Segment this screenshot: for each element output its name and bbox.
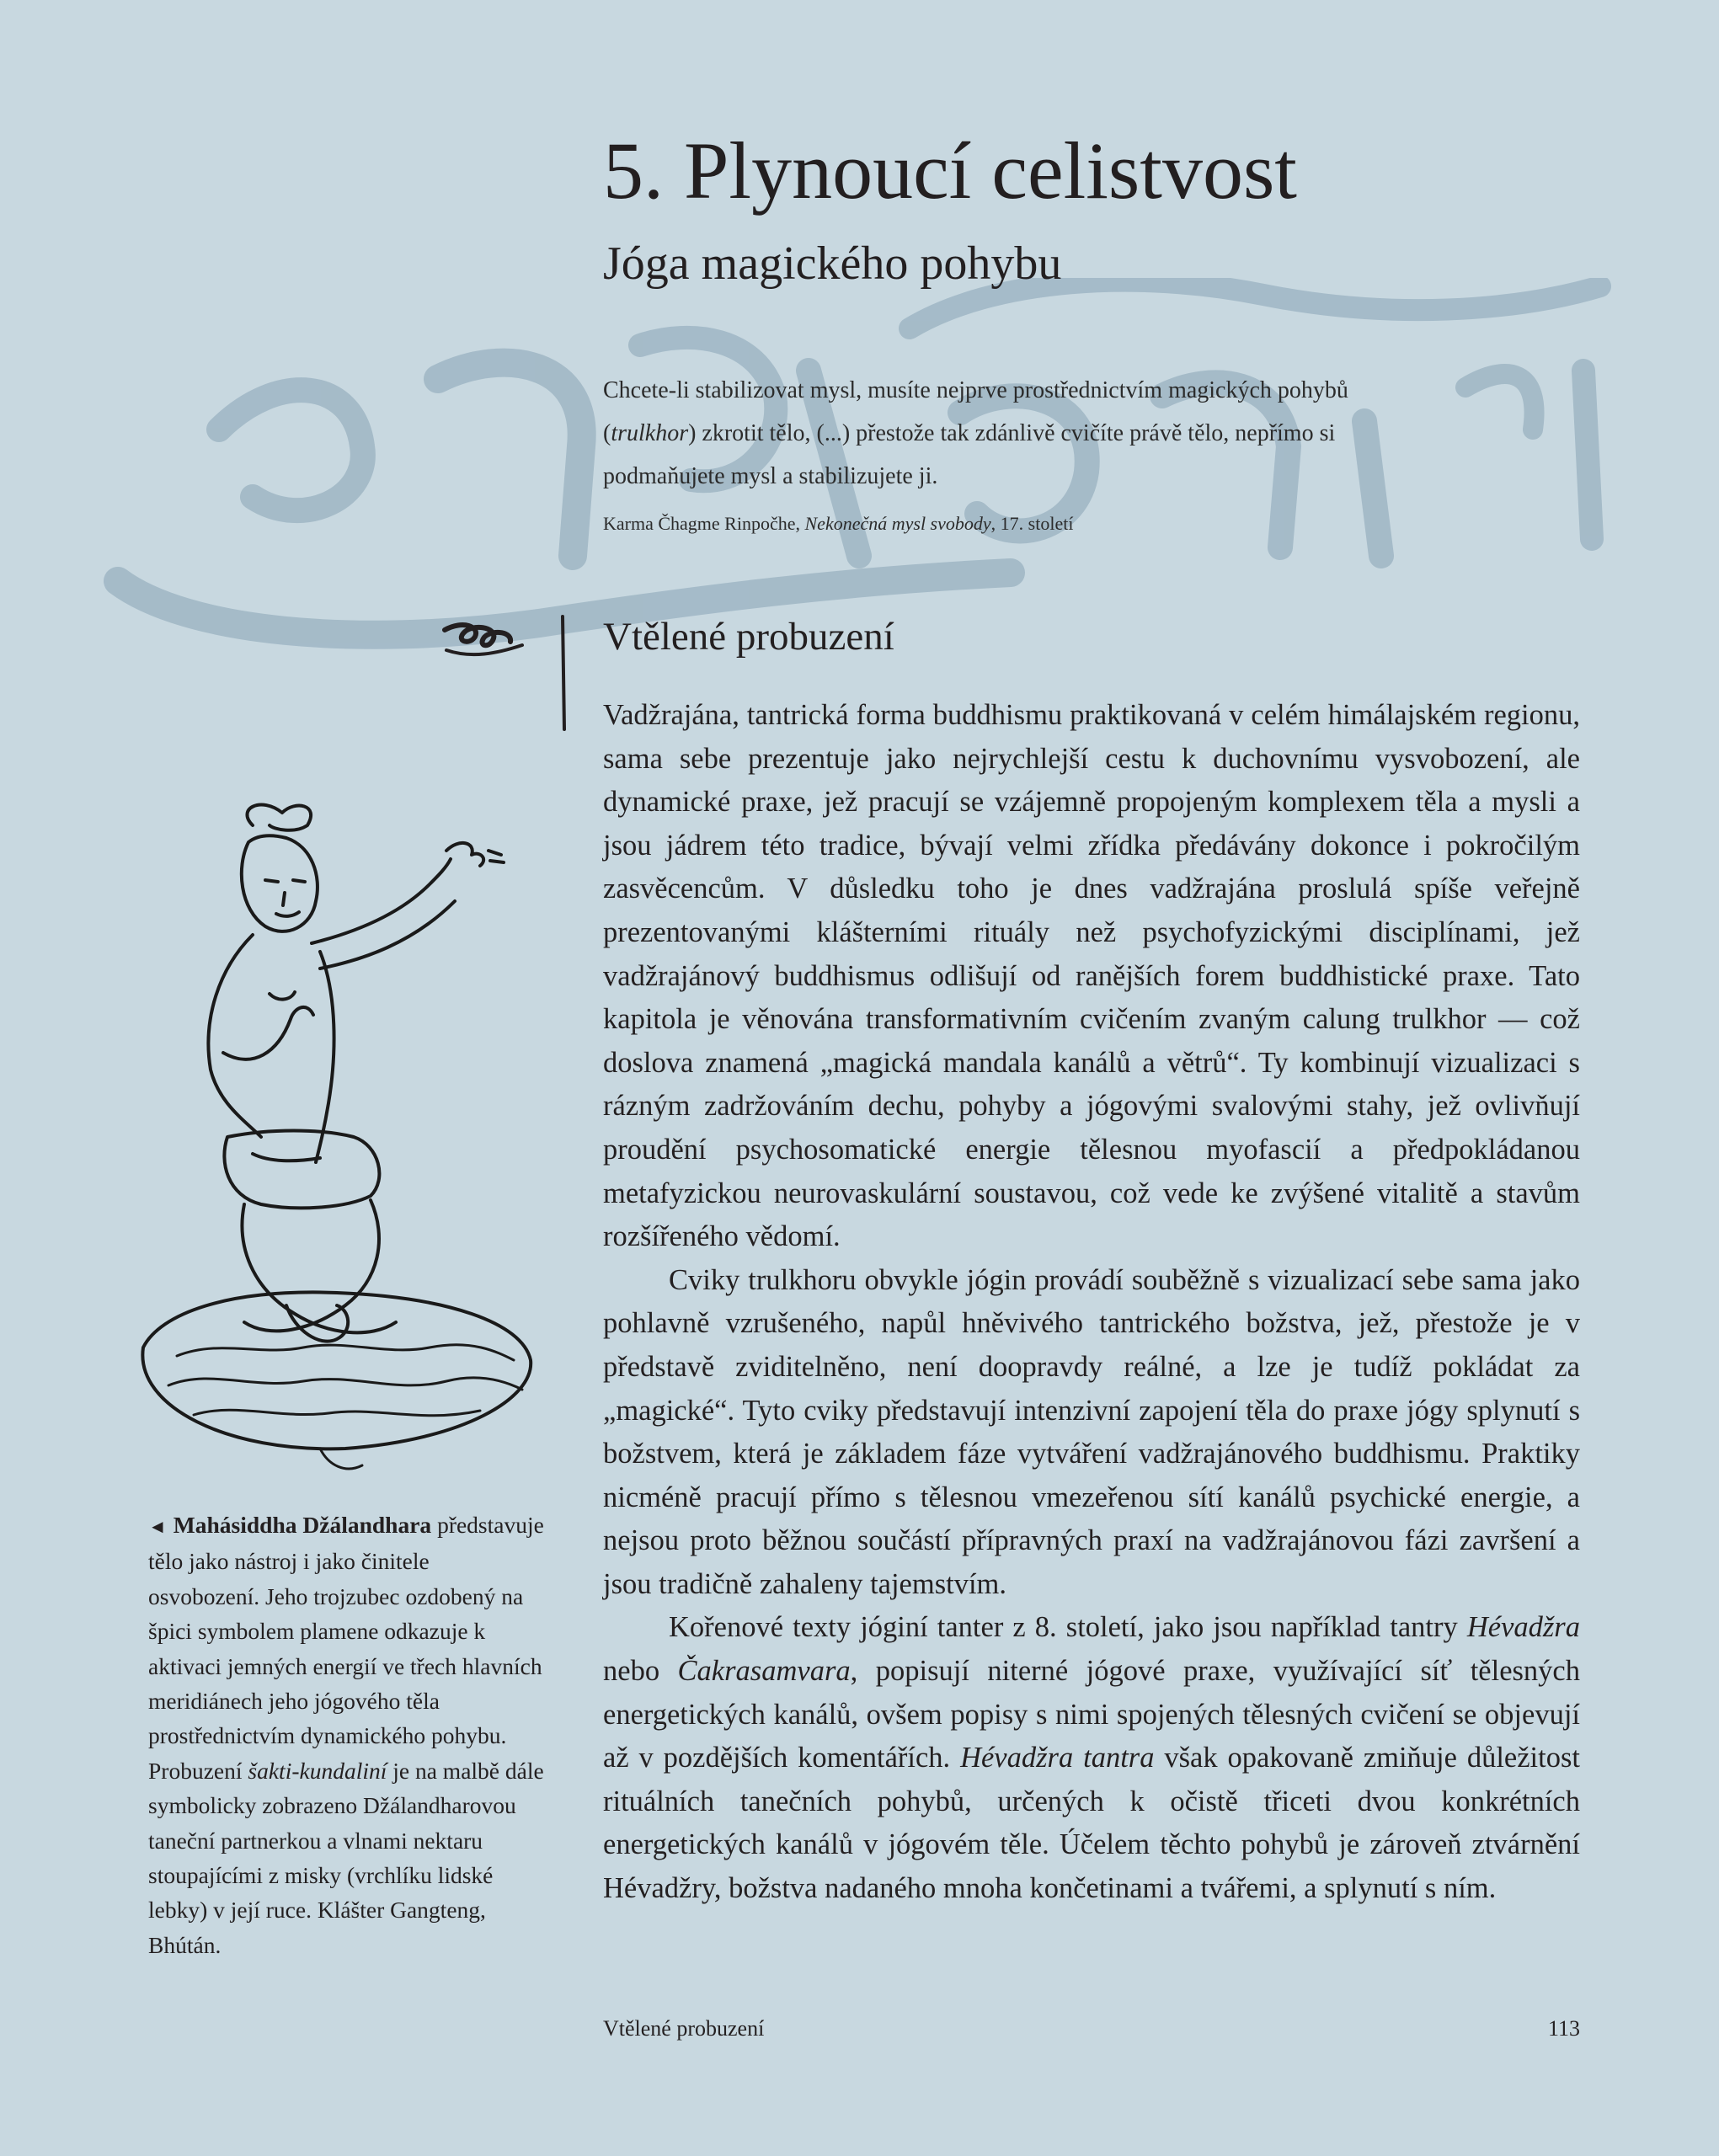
caption-arrow-icon: ◄	[148, 1516, 167, 1537]
running-footer-title: Vtělené probuzení	[603, 2016, 765, 2041]
mahasiddha-illustration	[126, 800, 564, 1482]
paragraph: Kořenové texty jóginí tanter z 8. století, jako jsou například tantry Hévadžra nebo Čakrasamvara, popisují niterné jógové praxe, využívající síť tělesných energetických kanálů, ovšem popisy s nimi spojených tělesných cvičení se objevují až v pozdějších komentářích. Hévadžra tantra však opakovaně zmiňuje důležitost rituálních tanečních pohybů, určených k očistě třiceti dvou konkrétních energetických kanálů v jógovém těle. Účelem těchto pohybů je zároveň ztvárnění Hévadžry, božstva nadaného mnoha končetinami a tvářemi, a splynutí s ním.	[603, 1611, 1580, 1905]
tibetan-ornament-icon	[438, 611, 573, 738]
paragraph: Cviky trulkhoru obvykle jógin provádí souběžně s vizualizací sebe sama jako pohlavně vzrušeného, napůl hněvivého tantrického božstva, jež, přestože je v představě zviditelněno, není doopravdy reálné, a lze je tudíž pokládat za „magické“. Tyto cviky představují intenzivní zapojení těla do praxe jógy splynutí s božstvem, která je základem fáze vytváření vadžrajánového buddhismu. Praktiky nicméně pracují přímo s tělesnou vmezeřenou sítí kanálů psychické energie, a nejsou proto běžnou součástí přípravných praxí na vadžrajánovou fázi završení a jsou tradičně zahaleny tajemstvím.	[603, 1263, 1580, 1600]
figure-caption: ◄ Mahásiddha Džálandhara představuje tělo jako nástroj i jako činitele osvobození. Jeho trojzubec ozdobený na špici symbolem plamene odkazuje k aktivaci jemných energií ve třech hlavních meridiánech jeho jógového těla prostřednictvím dynamického pohybu. Probuzení šakti-kundaliní je na malbě dále symbolicky zobrazeno Džálandharovou taneční partnerkou a vlnami nektaru stoupajícími z misky (vrchlíku lidské lebky) v její ruce. Klášter Gangteng, Bhútán.	[148, 1512, 544, 1958]
epigraph-source: Karma Čhagme Rinpočhe, Nekonečná mysl svobody, 17. století	[603, 513, 1074, 534]
body-text	[603, 694, 1580, 1911]
paragraph: Vadžrajána, tantrická forma buddhismu praktikovaná v celém himálajském regionu, sama sebe prezentuje jako nejrychlejší cestu k duchovnímu vysvobození, ale dynamické praxe, jež pracují se vzájemně propojeným komplexem těla a mysli a jsou jádrem této tradice, bývají velmi zřídka předávány dokonce i pokročilým zasvěcencům. V důsledku toho je dnes vadžrajána proslulá spíše veřejně prezentovanými klášterními rituály než psychofyzickými disciplínami, jež vadžrajánový buddhismus odlišují od ranějších forem buddhistické praxe. Tato kapitola je věnována transformativním cvičením zvaným calung trulkhor — což doslova znamená „magická mandala kanálů a větrů“. Ty kombinují vizualizaci s rázným zadržováním dechu, pohyby a jógovými svalovými stahy, jež ovlivňují proudění psychosomatické energie tělesnou myofascií a předpokládanou metafyzickou neurovaskulární soustavou, což vede ke zvýšené vitalitě a stavům rozšířeného vědomí.	[603, 699, 1580, 1253]
chapter-subtitle: Jóga magického pohybu	[603, 237, 1062, 290]
epigraph-quote: Chcete-li stabilizovat mysl, musíte nejprve prostřednictvím magických pohybů (trulkhor) zkrotit tělo, (...) přestože tak zdánlivě cvičíte právě tělo, nepřímo si podmaňujete mysl a stabilizujete ji.	[603, 377, 1348, 489]
epigraph	[603, 369, 1445, 536]
page-number: 113	[1547, 2016, 1580, 2041]
chapter-title: 5. Plynoucí celistvost	[603, 125, 1297, 216]
section-heading: Vtělené probuzení	[603, 615, 894, 659]
